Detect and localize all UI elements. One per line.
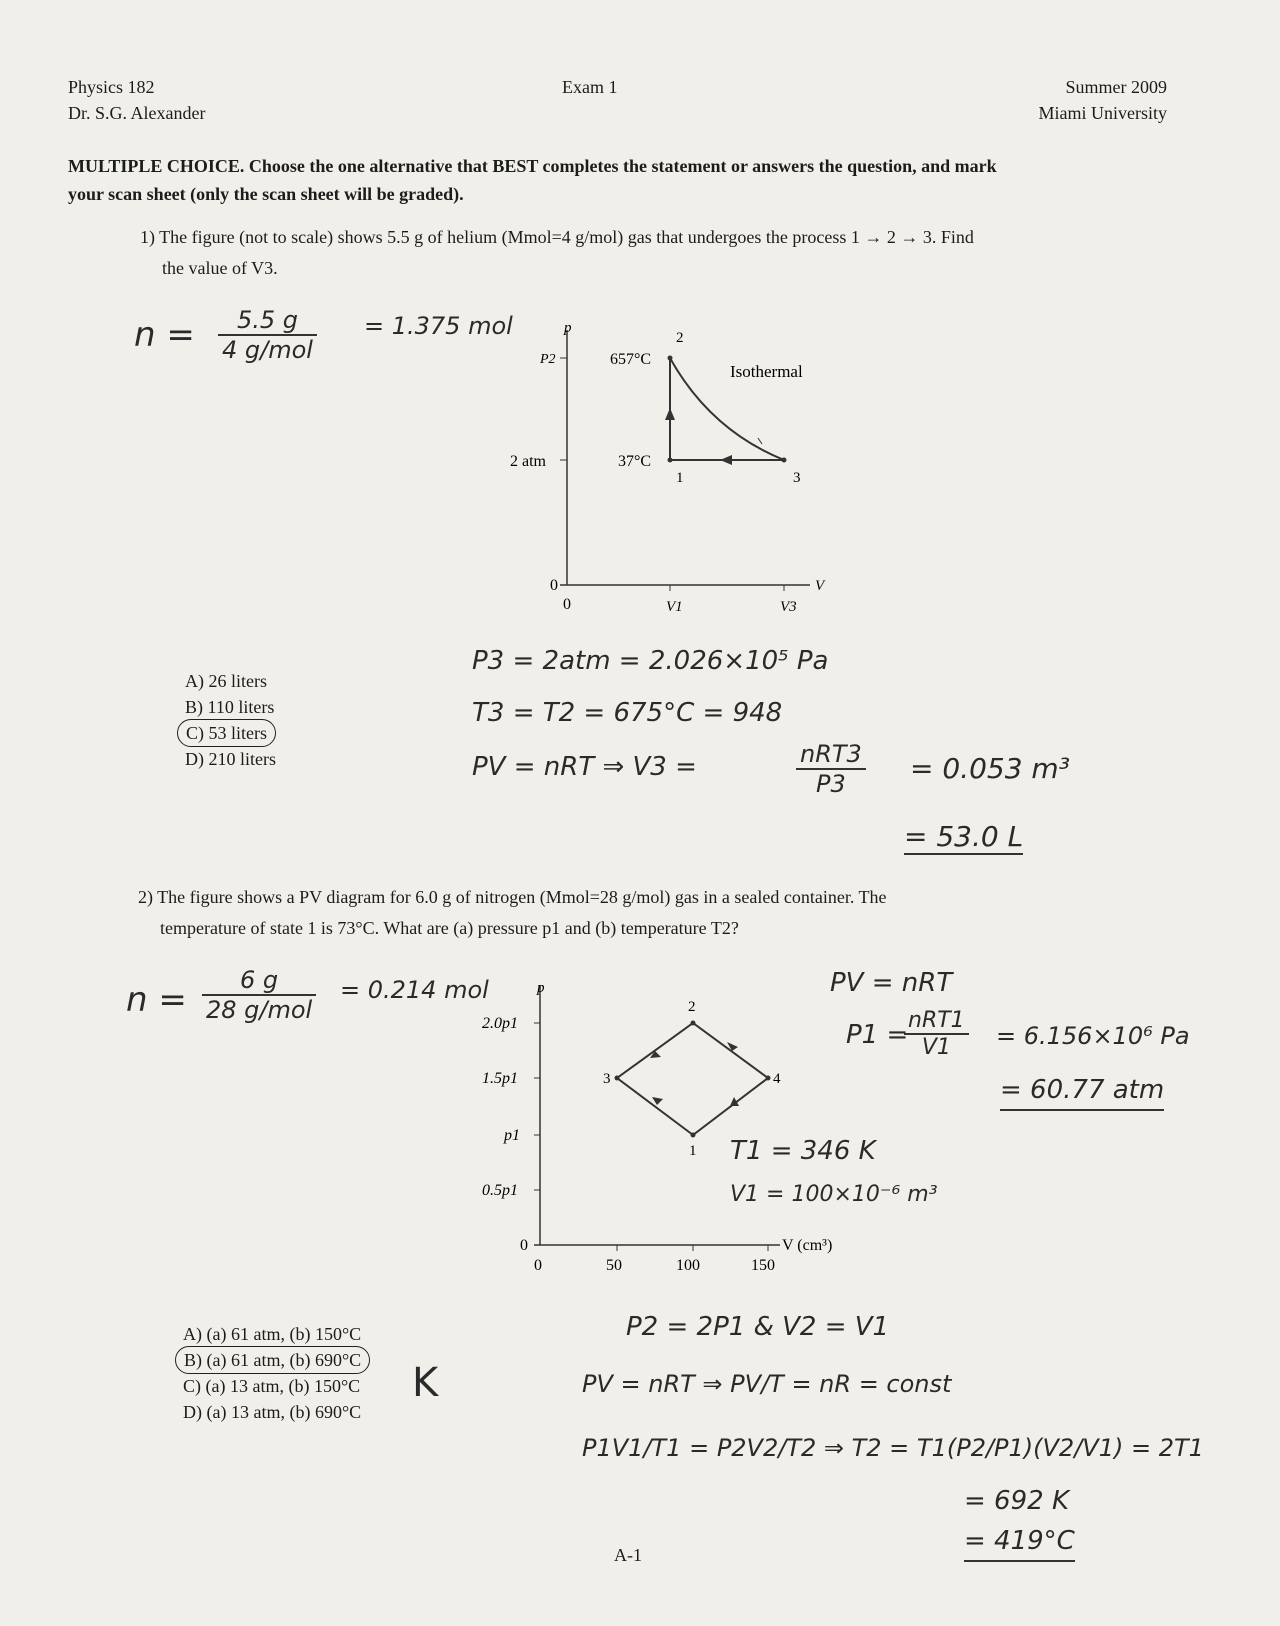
q2-n-label: n =: [126, 980, 187, 1020]
q2-text-line-1: 2) The figure shows a PV diagram for 6.0 g of nitrogen (Mmol=28 g/mol) gas in a sealed container. The: [138, 887, 887, 907]
q2-work-p1-lhs: P1 =: [846, 1020, 909, 1050]
school-name: Miami University: [1038, 103, 1167, 123]
q1-zero-x-label: 0: [563, 596, 571, 613]
q2-n-fraction: [202, 966, 316, 1024]
q2-text-line-2: temperature of state 1 is 73°C. What are (a) pressure p1 and (b) temperature T2?: [160, 918, 739, 938]
q1-choice-b[interactable]: B) 110 liters: [185, 697, 275, 717]
q2-work-const: PV = nRT ⇒ PV/T = nR = const: [582, 1370, 952, 1398]
q2-xtick-150: 150: [751, 1257, 775, 1274]
q1-t-high-label: 657°C: [610, 351, 652, 368]
q1-arrow-left: [720, 455, 732, 465]
course-name: Physics 182: [68, 77, 155, 97]
q2-work-pv: PV = nRT: [830, 968, 953, 998]
q1-pv-diagram: [480, 320, 840, 620]
q1-work-v3-numerator: nRT3: [796, 740, 866, 770]
q1-point-1: [668, 458, 673, 463]
q1-n-result: = 1.375 mol: [364, 312, 513, 340]
q2-work-p2: P2 = 2P1 & V2 = V1: [626, 1312, 890, 1342]
q1-state-3-label: 3: [793, 470, 801, 486]
q1-choice-a[interactable]: A) 26 liters: [185, 671, 267, 691]
q2-ytick-05p1: 0.5p1: [482, 1182, 518, 1199]
q2-state-2-label: 2: [688, 999, 696, 1015]
q1-v-axis-label: V: [815, 578, 825, 594]
q2-xtick-50: 50: [606, 1257, 622, 1274]
q2-point-1: [691, 1133, 696, 1138]
q1-point-2: [668, 356, 673, 361]
q1-2atm-label: 2 atm: [510, 453, 546, 470]
q1-state-1-label: 1: [676, 470, 684, 486]
q2-point-4: [766, 1076, 771, 1081]
q1-state-2-label: 2: [676, 330, 684, 346]
q1-n-numerator: 5.5 g: [218, 306, 317, 336]
q1-n-label: n =: [134, 315, 195, 355]
q1-work-pv: PV = nRT ⇒ V3 =: [472, 752, 697, 782]
q1-work-v3-result: = 0.053 m³: [910, 752, 1070, 785]
q2-xtick-0: 0: [534, 1257, 542, 1274]
q1-p2-label: P2: [540, 352, 556, 367]
q1-isothermal-label: Isothermal: [730, 362, 803, 381]
q2-arrow-1-3: [652, 1097, 663, 1105]
q2-ytick-2p1: 2.0p1: [482, 1015, 518, 1032]
q2-choice-c[interactable]: C) (a) 13 atm, (b) 150°C: [183, 1376, 361, 1396]
q2-point-2: [691, 1021, 696, 1026]
q1-arrow-up: [665, 408, 675, 420]
q2-work-p1-denominator: V1: [921, 1035, 951, 1060]
q2-pv-diagram: [470, 975, 870, 1285]
q2-work-ratio: P1V1/T1 = P2V2/T2 ⇒ T2 = T1(P2/P1)(V2/V1) = 2T1: [582, 1434, 1204, 1462]
instructor-name: Dr. S.G. Alexander: [68, 103, 206, 123]
q1-work-v3-denominator: P3: [816, 770, 846, 798]
page-number: A-1: [614, 1545, 642, 1565]
term: Summer 2009: [1065, 77, 1167, 97]
q1-choice-d[interactable]: D) 210 liters: [185, 749, 276, 769]
q1-v1-label: V1: [666, 599, 683, 615]
q1-work-t3: T3 = T2 = 675°C = 948: [472, 698, 783, 728]
q2-work-p1-result-2: = 60.77 atm: [1000, 1075, 1164, 1111]
q2-choice-b[interactable]: B) (a) 61 atm, (b) 690°C: [175, 1346, 370, 1374]
q1-zero-y-label: 0: [550, 577, 558, 594]
q1-text-line-2: the value of V3.: [162, 258, 278, 278]
q2-state-3-label: 3: [603, 1071, 611, 1087]
q2-k-mark: K: [412, 1360, 439, 1406]
q2-state-1-label: 1: [689, 1143, 697, 1159]
q2-v-axis-label: V (cm³): [782, 1237, 833, 1254]
q2-n-denominator: 28 g/mol: [206, 996, 313, 1024]
q1-work-v3-fraction: [796, 740, 866, 798]
q2-cycle: [617, 1023, 768, 1135]
exam-title: Exam 1: [562, 77, 618, 97]
instructions-line-1: MULTIPLE CHOICE. Choose the one alternative that BEST completes the statement or answers the question, and mark: [68, 156, 997, 176]
q1-point-3: [782, 458, 787, 463]
q2-work-result-1: = 692 K: [964, 1486, 1069, 1516]
q1-p-axis-label: p: [564, 320, 572, 336]
q2-work-result-2: = 419°C: [964, 1526, 1075, 1562]
q1-isotherm-arrow: [758, 438, 762, 444]
q1-text-line-1: 1) The figure (not to scale) shows 5.5 g of helium (Mmol=4 g/mol) gas that undergoes the process 1 → 2 → 3. Find: [140, 227, 974, 247]
q2-p-axis-label: p: [537, 980, 545, 996]
q1-t-low-label: 37°C: [618, 453, 652, 470]
q2-xtick-100: 100: [676, 1257, 700, 1274]
q2-work-v1: V1 = 100×10⁻⁶ m³: [730, 1182, 938, 1207]
q2-ytick-15p1: 1.5p1: [482, 1070, 518, 1087]
q1-work-final: = 53.0 L: [904, 820, 1024, 853]
q1-n-denominator: 4 g/mol: [222, 336, 313, 364]
q1-work-p3: P3 = 2atm = 2.026×10⁵ Pa: [472, 646, 829, 676]
q2-work-p1-numerator: nRT1: [904, 1008, 969, 1035]
instructions-line-2: your scan sheet (only the scan sheet will be graded).: [68, 184, 464, 204]
q2-choice-d[interactable]: D) (a) 13 atm, (b) 690°C: [183, 1402, 362, 1422]
q2-work-p1-fraction: [904, 1008, 969, 1060]
q2-work-t1: T1 = 346 K: [730, 1136, 876, 1166]
q1-choice-c[interactable]: C) 53 liters: [177, 719, 276, 747]
q2-ytick-p1: p1: [504, 1127, 520, 1144]
q1-v3-label: V3: [780, 599, 797, 615]
q2-n-numerator: 6 g: [202, 966, 316, 996]
q2-choice-a[interactable]: A) (a) 61 atm, (b) 150°C: [183, 1324, 362, 1344]
q2-n-result: = 0.214 mol: [340, 976, 489, 1004]
q1-n-fraction: [218, 306, 317, 364]
q2-ytick-0: 0: [520, 1237, 528, 1254]
q2-work-p1-result-1: = 6.156×10⁶ Pa: [996, 1022, 1190, 1050]
q2-state-4-label: 4: [773, 1071, 781, 1087]
q2-point-3: [615, 1076, 620, 1081]
